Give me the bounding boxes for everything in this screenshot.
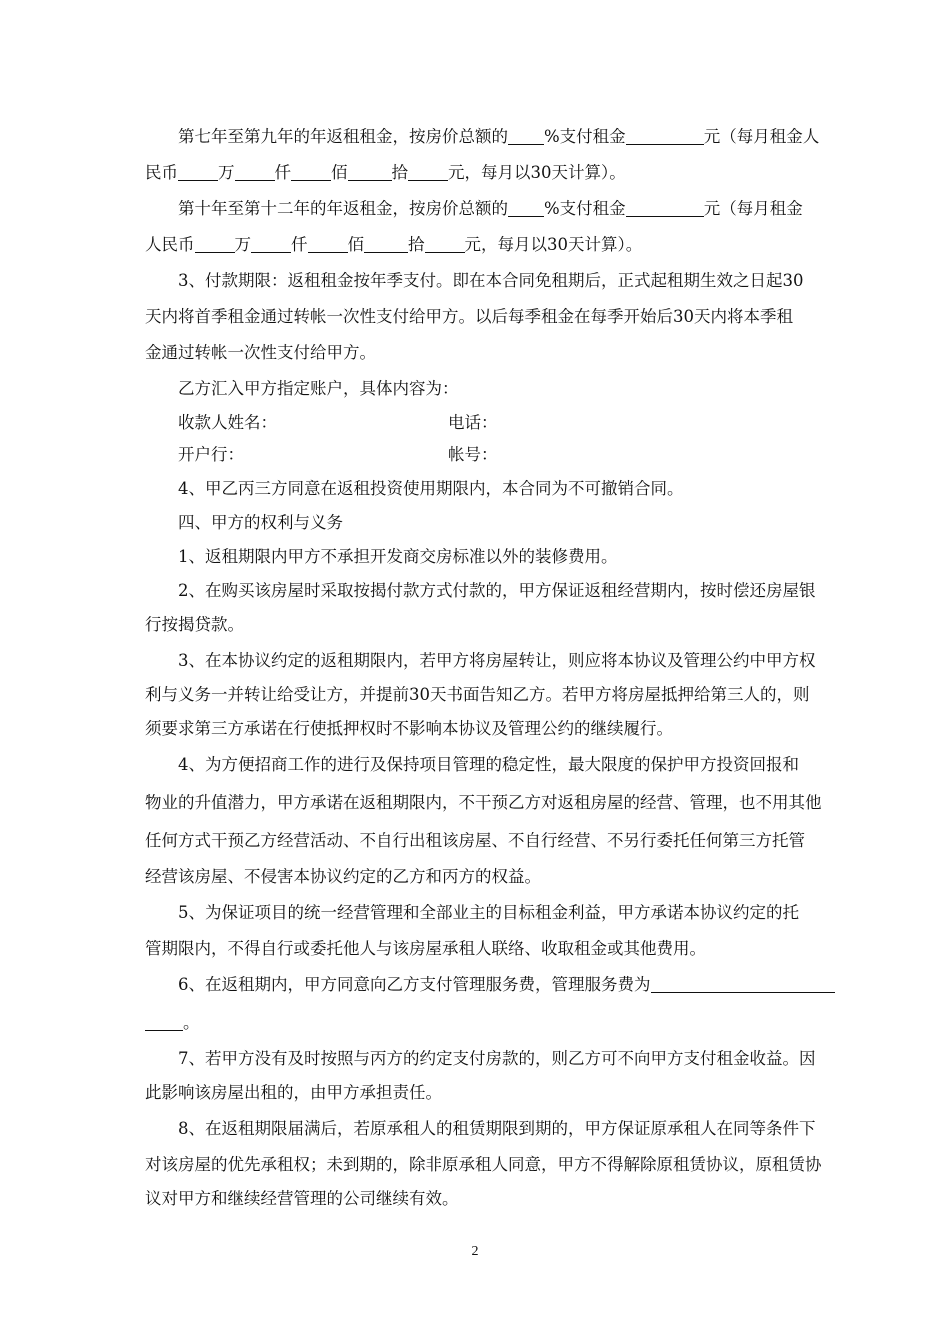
blank-field xyxy=(364,234,408,253)
blank-field xyxy=(651,974,835,993)
blank-field xyxy=(508,126,544,145)
paragraph-line: 4、甲乙丙三方同意在返租投资使用期限内，本合同为不可撤销合同。 xyxy=(178,479,684,498)
paragraph-line: 任何方式干预乙方经营活动、不自行出租该房屋、不自行经营、不另行委托任何第三方托管 xyxy=(145,831,805,850)
blank-field xyxy=(308,234,348,253)
paragraph-line: 天内将首季租金通过转帐一次性支付给甲方。以后每季租金在每季开始后30天内将本季租 xyxy=(145,307,793,326)
paragraph-line: 利与义务一并转让给受让方，并提前30天书面告知乙方。若甲方将房屋抵押给第三人的，则 xyxy=(145,685,810,704)
paragraph-line: 3、在本协议约定的返租期限内，若甲方将房屋转让，则应将本协议及管理公约中甲方权 xyxy=(178,651,816,670)
blank-field xyxy=(508,198,544,217)
account-row xyxy=(178,440,858,470)
account-row xyxy=(178,408,858,438)
blank-field xyxy=(425,234,465,253)
paragraph-line: 议对甲方和继续经营管理的公司继续有效。 xyxy=(145,1189,459,1208)
paragraph-line: 人民币 万 仟 佰 拾 元，每月以30天计算）。 xyxy=(145,235,643,254)
blank-field xyxy=(251,234,291,253)
phone-label: 电话： xyxy=(448,413,498,432)
bank-label: 开户行： xyxy=(178,445,244,464)
blank-field xyxy=(626,126,704,145)
paragraph-line: 物业的升值潜力，甲方承诺在返租期限内，不干预乙方对返租房屋的经营、管理，也不用其他 xyxy=(145,793,822,812)
paragraph-line: 金通过转帐一次性支付给甲方。 xyxy=(145,343,376,362)
account-number-label: 帐号： xyxy=(448,445,498,464)
blank-field xyxy=(145,1012,183,1031)
paragraph-line: 7、若甲方没有及时按照与丙方的约定支付房款的，则乙方可不向甲方支付租金收益。因 xyxy=(178,1049,816,1068)
blank-field xyxy=(178,162,218,181)
paragraph-line: 须要求第三方承诺在行使抵押权时不影响本协议及管理公约的继续履行。 xyxy=(145,719,673,738)
section-heading: 四、甲方的权利与义务 xyxy=(178,513,343,532)
paragraph-line: 6、在返租期内，甲方同意向乙方支付管理服务费，管理服务费为 xyxy=(178,970,858,1000)
blank-field xyxy=(235,162,275,181)
paragraph-line: 民币 万 仟 佰 拾 元，每月以30天计算）。 xyxy=(145,163,626,182)
paragraph-line: 此影响该房屋出租的，由甲方承担责任。 xyxy=(145,1083,442,1102)
paragraph-line: 8、在返租期限届满后，若原承租人的租赁期限到期的，甲方保证原承租人在同等条件下 xyxy=(178,1119,816,1138)
paragraph-line: 第七年至第九年的年返租租金，按房价总额的 %支付租金 元（每月租金人 xyxy=(178,127,820,146)
page-number: 2 xyxy=(471,1244,479,1259)
paragraph-line: 5、为保证项目的统一经营管理和全部业主的目标租金利益，甲方承诺本协议约定的托 xyxy=(178,903,799,922)
payee-name-label: 收款人姓名： xyxy=(178,413,277,432)
paragraph-line: 。 xyxy=(145,1008,825,1038)
paragraph-line: 对该房屋的优先承租权；未到期的，除非原承租人同意，甲方不得解除原租赁协议，原租赁协 xyxy=(145,1155,822,1174)
blank-field xyxy=(195,234,235,253)
paragraph-line: 第十年至第十二年的年返租金，按房价总额的 %支付租金 元（每月租金 xyxy=(178,199,803,218)
blank-field xyxy=(291,162,331,181)
paragraph-line: 2、在购买该房屋时采取按揭付款方式付款的，甲方保证返租经营期内，按时偿还房屋银 xyxy=(178,581,816,600)
paragraph-line: 4、为方便招商工作的进行及保持项目管理的稳定性，最大限度的保护甲方投资回报和 xyxy=(178,755,799,774)
blank-field xyxy=(348,162,392,181)
blank-field xyxy=(408,162,448,181)
paragraph-line: 乙方汇入甲方指定账户，具体内容为： xyxy=(178,379,459,398)
paragraph-line: 1、返租期限内甲方不承担开发商交房标准以外的装修费用。 xyxy=(178,547,618,566)
paragraph-line: 经营该房屋、不侵害本协议约定的乙方和丙方的权益。 xyxy=(145,867,541,886)
blank-field xyxy=(626,198,704,217)
paragraph-line: 管期限内，不得自行或委托他人与该房屋承租人联络、收取租金或其他费用。 xyxy=(145,939,706,958)
paragraph-line: 3、付款期限：返租租金按年季支付。即在本合同免租期后，正式起租期生效之日起30 xyxy=(178,271,804,290)
paragraph-line: 行按揭贷款。 xyxy=(145,615,244,634)
